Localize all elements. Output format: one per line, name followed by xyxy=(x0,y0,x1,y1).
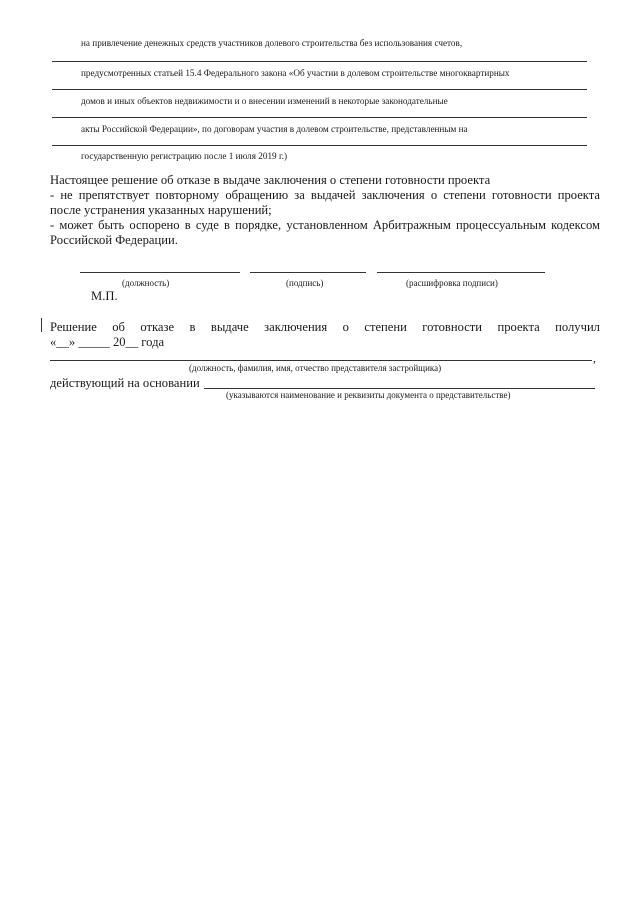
basis-label: действующий на основании xyxy=(50,376,200,390)
decision-word: об xyxy=(112,320,125,334)
body-paragraph-3: - может быть оспорено в суде в порядке, установленном Арбитражным процессуальным кодексом Российской Федерации. xyxy=(50,218,600,247)
date-field: «__» _____ 20__ года xyxy=(50,335,165,349)
underline-2 xyxy=(52,89,587,90)
signature-label: (подпись) xyxy=(286,278,324,288)
position-line xyxy=(80,272,240,273)
decision-word: проекта xyxy=(497,320,540,334)
decision-word: Решение xyxy=(50,320,97,334)
decision-word: получил xyxy=(555,320,600,334)
basis-caption: (указываются наименование и реквизиты документа о представительстве) xyxy=(226,390,511,400)
text-line-2: предусмотренных статьей 15.4 Федерального закона «Об участии в долевом строительстве многоквартирных xyxy=(81,68,510,78)
decision-word: отказе xyxy=(140,320,175,334)
position-label: (должность) xyxy=(122,278,170,288)
body-paragraph-1: Настоящее решение об отказе в выдаче заключения о степени готовности проекта xyxy=(50,173,491,187)
underline-3 xyxy=(52,117,587,118)
decision-word: в xyxy=(189,320,196,334)
text-line-1: на привлечение денежных средств участников долевого строительства без использования счетов, xyxy=(81,38,463,48)
text-line-5: государственную регистрацию после 1 июля 2019 г.) xyxy=(81,151,288,161)
basis-line xyxy=(204,388,595,389)
decision-word: выдаче xyxy=(210,320,249,334)
text-line-3: домов и иных объектов недвижимости и о внесении изменений в некоторые законодательные xyxy=(81,96,448,106)
underline-4 xyxy=(52,145,587,146)
decision-word: степени xyxy=(364,320,407,334)
margin-mark xyxy=(41,318,42,332)
recipient-caption: (должность, фамилия, имя, отчество представителя застройщика) xyxy=(189,363,442,373)
decoding-line xyxy=(377,272,545,273)
decision-line xyxy=(50,320,600,335)
text-line-4: акты Российской Федерации», по договорам участия в долевом строительстве, представленным на xyxy=(81,124,468,134)
decision-word: о xyxy=(342,320,349,334)
recipient-line xyxy=(50,360,592,361)
signature-line xyxy=(250,272,366,273)
body-paragraphs xyxy=(50,173,600,248)
decision-word: заключения xyxy=(264,320,328,334)
stamp-place: М.П. xyxy=(91,289,118,303)
decoding-label: (расшифровка подписи) xyxy=(406,278,498,288)
recipient-comma: , xyxy=(593,351,596,365)
body-paragraph-2: - не препятствует повторному обращению за выдачей заключения о степени готовности проекта после устранения указанных нарушений; xyxy=(50,188,600,217)
decision-word: готовности xyxy=(422,320,483,334)
underline-1 xyxy=(52,61,587,62)
